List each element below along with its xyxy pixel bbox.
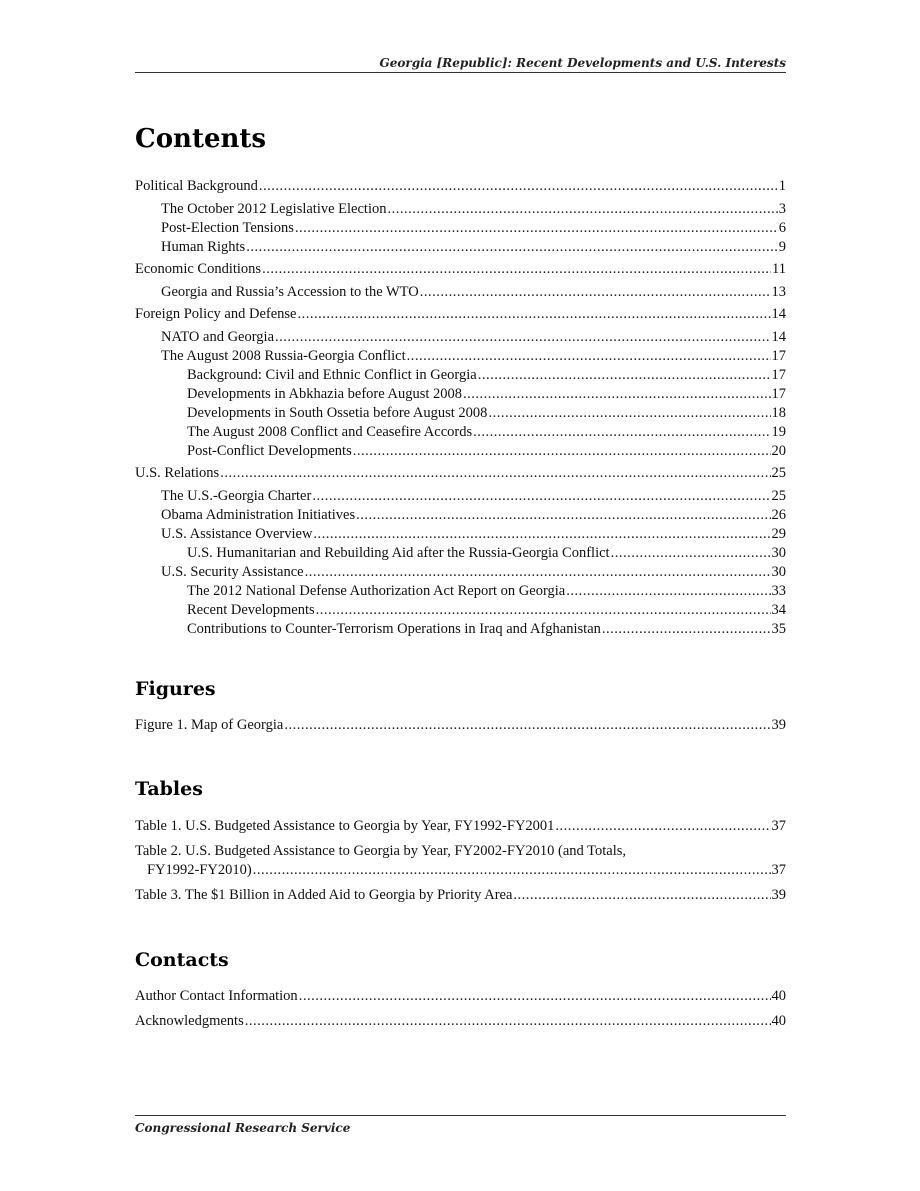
toc-entry-label: U.S. Assistance Overview xyxy=(161,525,313,542)
dot-leader xyxy=(284,716,770,735)
dot-leader xyxy=(488,404,770,423)
running-header: Georgia [Republic]: Recent Developments and U.S. Interests xyxy=(379,56,786,70)
toc-entry-label: U.S. Relations xyxy=(135,465,220,481)
contact-entry-page: 40 xyxy=(771,988,786,1004)
toc-entry-label: Contributions to Counter-Terrorism Operations in Iraq and Afghanistan xyxy=(187,620,601,637)
toc-entry[interactable] xyxy=(135,525,786,544)
toc-entry-page: 25 xyxy=(771,465,786,481)
toc-entry-label: The August 2008 Russia-Georgia Conflict xyxy=(161,347,406,364)
toc-entry-label: Developments in South Ossetia before August 2008 xyxy=(187,404,488,421)
table-entry[interactable] xyxy=(135,817,786,836)
toc-entry-page: 34 xyxy=(771,601,786,618)
figures-list xyxy=(135,716,786,735)
toc-entry-label: U.S. Security Assistance xyxy=(161,563,304,580)
toc-entry[interactable] xyxy=(135,283,786,302)
dot-leader xyxy=(387,200,777,219)
toc-entry[interactable] xyxy=(135,260,786,279)
toc-entry-page: 19 xyxy=(771,423,786,440)
toc-entry-label: Developments in Abkhazia before August 2008 xyxy=(187,385,463,402)
toc-entry-label: Post-Conflict Developments xyxy=(187,442,352,459)
dot-leader xyxy=(253,861,771,880)
toc-entry[interactable] xyxy=(135,219,786,238)
figures-heading: Figures xyxy=(135,678,216,700)
toc-entry-page: 29 xyxy=(771,525,786,542)
toc-entry-label: Foreign Policy and Defense xyxy=(135,306,297,322)
toc-entry-page: 6 xyxy=(778,219,786,236)
dot-leader xyxy=(316,601,771,620)
contacts-heading: Contacts xyxy=(135,949,229,971)
footer-rule xyxy=(135,1115,786,1116)
toc-entry-label: NATO and Georgia xyxy=(161,328,275,345)
toc-entry-page: 33 xyxy=(771,582,786,599)
dot-leader xyxy=(356,506,770,525)
toc-entry-page: 14 xyxy=(771,328,786,345)
table-entry-label: Table 1. U.S. Budgeted Assistance to Georgia by Year, FY1992-FY2001 xyxy=(135,818,555,834)
toc-entry-page: 30 xyxy=(771,563,786,580)
dot-leader xyxy=(555,817,770,836)
toc-entry[interactable] xyxy=(135,200,786,219)
tables-list xyxy=(135,817,786,905)
dot-leader xyxy=(602,620,771,639)
toc-entry-page: 35 xyxy=(771,620,786,637)
toc-entry-label: Recent Developments xyxy=(187,601,315,618)
toc-entry[interactable] xyxy=(135,347,786,366)
dot-leader xyxy=(463,385,770,404)
contents-title: Contents xyxy=(135,124,267,154)
toc-entry-page: 14 xyxy=(771,306,786,322)
toc-entry[interactable] xyxy=(135,177,786,196)
dot-leader xyxy=(245,1012,771,1031)
dot-leader xyxy=(611,544,771,563)
toc-entry-page: 9 xyxy=(778,238,786,255)
dot-leader xyxy=(305,563,771,582)
footer-text: Congressional Research Service xyxy=(135,1121,351,1135)
dot-leader xyxy=(275,328,770,347)
dot-leader xyxy=(313,525,770,544)
tables-heading: Tables xyxy=(135,778,203,800)
contact-entry[interactable] xyxy=(135,1012,786,1031)
dot-leader xyxy=(312,487,770,506)
dot-leader xyxy=(353,442,771,461)
toc-entry[interactable] xyxy=(135,328,786,347)
toc-entry-label: Georgia and Russia’s Accession to the WTO xyxy=(161,283,419,300)
toc-entry-page: 13 xyxy=(771,283,786,300)
toc-entry[interactable] xyxy=(135,563,786,582)
toc-entry-page: 11 xyxy=(772,261,786,277)
toc-entry[interactable] xyxy=(135,404,786,423)
toc-entry-label: Post-Election Tensions xyxy=(161,219,294,236)
dot-leader xyxy=(262,260,771,279)
toc-entry-page: 17 xyxy=(771,347,786,364)
toc-entry[interactable] xyxy=(135,601,786,620)
toc-entry[interactable] xyxy=(135,464,786,483)
toc-entry[interactable] xyxy=(135,366,786,385)
toc-entry[interactable] xyxy=(135,620,786,639)
toc-entry-label: Human Rights xyxy=(161,238,246,255)
toc-entry-label: Political Background xyxy=(135,178,258,194)
table-entry-page: 39 xyxy=(771,887,786,903)
toc-entry-page: 20 xyxy=(771,442,786,459)
toc-entry-page: 18 xyxy=(771,404,786,421)
toc-entry[interactable] xyxy=(135,544,786,563)
table-entry[interactable] xyxy=(135,842,786,880)
toc-entry[interactable] xyxy=(135,506,786,525)
dot-leader xyxy=(407,347,771,366)
figure-entry[interactable] xyxy=(135,716,786,735)
figure-entry-label: Figure 1. Map of Georgia xyxy=(135,717,284,733)
dot-leader xyxy=(259,177,778,196)
contact-entry-label: Author Contact Information xyxy=(135,988,298,1004)
table-entry-page: 37 xyxy=(771,818,786,834)
toc-entry-page: 26 xyxy=(771,506,786,523)
dot-leader xyxy=(473,423,770,442)
toc-entry-page: 3 xyxy=(778,200,786,217)
toc-entry-label: Obama Administration Initiatives xyxy=(161,506,356,523)
contact-entry-label: Acknowledgments xyxy=(135,1013,244,1029)
toc-entry-label: The 2012 National Defense Authorization Act Report on Georgia xyxy=(187,582,566,599)
dot-leader xyxy=(299,987,771,1006)
table-entry-label-line1: Table 2. U.S. Budgeted Assistance to Georgia by Year, FY2002-FY2010 (and Totals, xyxy=(135,843,627,859)
toc-entry-label: The August 2008 Conflict and Ceasefire Accords xyxy=(187,423,473,440)
toc-entry-label: U.S. Humanitarian and Rebuilding Aid after the Russia-Georgia Conflict xyxy=(187,544,610,561)
dot-leader xyxy=(420,283,771,302)
toc-entry[interactable] xyxy=(135,238,786,257)
dot-leader xyxy=(246,238,778,257)
toc-entry[interactable] xyxy=(135,305,786,324)
toc-entry[interactable] xyxy=(135,487,786,506)
figure-entry-page: 39 xyxy=(771,717,786,733)
toc-entry-label: Economic Conditions xyxy=(135,261,262,277)
contents-list xyxy=(135,177,786,639)
dot-leader xyxy=(566,582,770,601)
table-entry[interactable] xyxy=(135,886,786,905)
toc-entry-page: 1 xyxy=(778,178,786,194)
toc-entry-page: 17 xyxy=(771,366,786,383)
toc-entry[interactable] xyxy=(135,385,786,404)
toc-entry-label: The October 2012 Legislative Election xyxy=(161,200,387,217)
table-entry-label: Table 3. The $1 Billion in Added Aid to Georgia by Priority Area xyxy=(135,887,513,903)
toc-entry[interactable] xyxy=(135,582,786,601)
table-entry-label-line2: FY1992-FY2010) xyxy=(147,862,252,878)
toc-entry[interactable] xyxy=(135,423,786,442)
contacts-list xyxy=(135,987,786,1031)
dot-leader xyxy=(295,219,778,238)
toc-entry-label: Background: Civil and Ethnic Conflict in Georgia xyxy=(187,366,477,383)
contact-entry[interactable] xyxy=(135,987,786,1006)
table-entry-page: 37 xyxy=(771,862,786,878)
dot-leader xyxy=(513,886,770,905)
dot-leader xyxy=(478,366,771,385)
header-rule xyxy=(135,72,786,73)
toc-entry-label: The U.S.-Georgia Charter xyxy=(161,487,312,504)
toc-entry[interactable] xyxy=(135,442,786,461)
toc-entry-page: 17 xyxy=(771,385,786,402)
dot-leader xyxy=(220,464,770,483)
table-entry-line2 xyxy=(135,861,786,880)
contact-entry-page: 40 xyxy=(771,1013,786,1029)
toc-entry-page: 25 xyxy=(771,487,786,504)
dot-leader xyxy=(297,305,770,324)
toc-entry-page: 30 xyxy=(771,544,786,561)
